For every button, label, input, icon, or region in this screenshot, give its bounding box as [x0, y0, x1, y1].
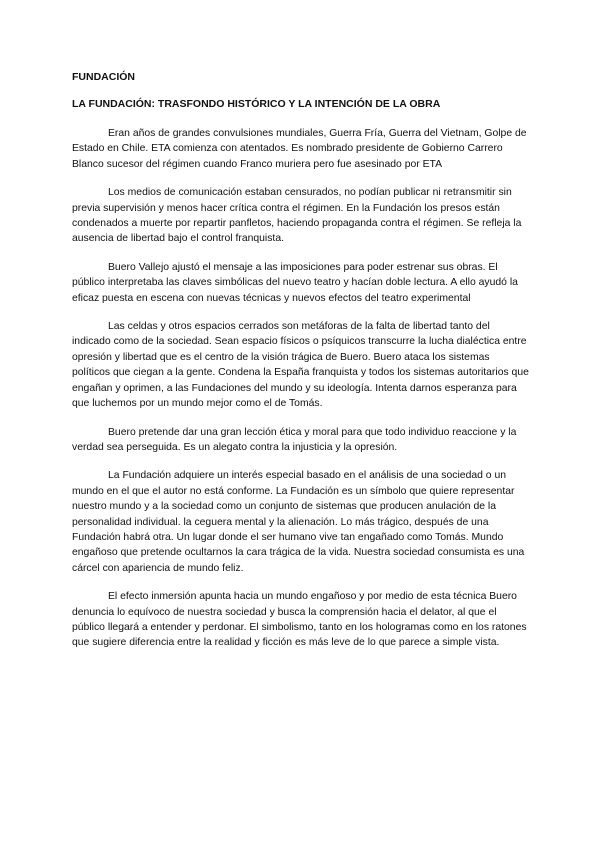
section-heading: LA FUNDACIÓN: TRASFONDO HISTÓRICO Y LA INTENCIÓN DE LA OBRA: [72, 98, 441, 110]
document-title: FUNDACIÓN: [72, 71, 135, 83]
document-body: [72, 70, 530, 651]
paragraph-metaphors: Las celdas y otros espacios cerrados son metáforas de la falta de libertad tanto del indicado como de la sociedad. Sean espacio físicos o psíquicos transcurre la lucha dialéctica entre opresión y libertad que es el centro de la visión trágica de Buero. Buero ataca los sistemas políticos que ciegan a la gente. Condena la España franquista y todos los sistemas autoritarios que engañan y oprimen, a las Fundaciones del mundo y su ideología. Intenta darnos esperanza para que luchemos por un mundo mejor como el de Tomás.: [72, 321, 529, 410]
paragraph-censorship: Los medios de comunicación estaban censurados, no podían publicar ni retransmitir sin previa supervisión y menos hacer crítica contra el régimen. En la Fundación los presos están condenados a muerte por repartir panfletos, haciendo propaganda contra el régimen. Se refleja la ausencia de libertad bajo el control franquista.: [72, 187, 522, 245]
paragraph-ethical-lesson: Buero pretende dar una gran lección ética y moral para que todo individuo reaccione y la verdad sea perseguida. Es un alegato contra la injusticia y la opresión.: [72, 426, 517, 453]
paragraph-immersion-effect: El efecto inmersión apunta hacia un mundo engañoso y por medio de esta técnica Buero denuncia lo equívoco de nuestra sociedad y busca la comprensión hacia el delator, al que el público llegará a entender y perdonar. El simbolismo, tanto en los hologramas como en los ratones que sugiere diferencia entre la realidad y ficción es más leve de lo que parece a simple vista.: [72, 591, 527, 649]
paragraph-buero-adjustment: Buero Vallejo ajustó el mensaje a las imposiciones para poder estrenar sus obras. El público interpretaba las claves simbólicas del nuevo teatro y hacían doble lectura. A ello ayudó la eficaz puesta en escena con nuevas técnicas y nuevos efectos del teatro experimental: [72, 261, 518, 304]
paragraph-historical-context: Eran años de grandes convulsiones mundiales, Guerra Fría, Guerra del Vietnam, Golpe de Estado en Chile. ETA comienza con atentados. Es nombrado presidente de Gobierno Carrero Blanco sucesor del régimen cuando Franco muriera pero fue asesinado por ETA: [72, 128, 527, 170]
paragraph-society-analysis: La Fundación adquiere un interés especial basado en el análisis de una sociedad o un mundo en el que el autor no está conforme. La Fundación es un símbolo que quiere representar nuestro mundo y a la sociedad como un conjunto de sistemas que producen anulación de la personalidad individual. la ceguera mental y la alienación. Lo más trágico, después de una Fundación habrá otra. Un lugar donde el ser humano vive tan engañado como Tomás. Mundo engañoso que pretende ocultarnos la cara trágica de la vida. Nuestra sociedad consumista es una cárcel con apariencia de mundo feliz.: [72, 470, 525, 574]
